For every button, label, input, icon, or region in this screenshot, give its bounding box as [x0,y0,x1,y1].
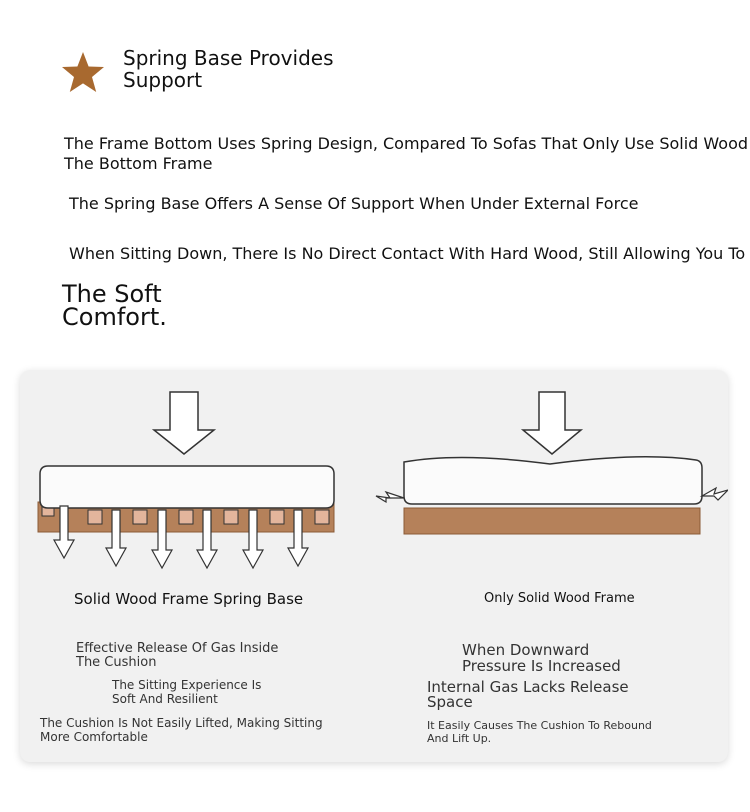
left-down-pressure-arrow [154,392,214,454]
right-cushion [404,457,702,504]
left-point-2-line-1: The Sitting Experience Is [112,678,262,692]
right-down-pressure-arrow [523,392,581,454]
left-point-2-line-2: Soft And Resilient [112,692,218,706]
right-caption: Only Solid Wood Frame [484,591,635,606]
right-point-1-line-1: When Downward [462,641,590,659]
intro-line-2: The Spring Base Offers A Sense Of Support When Under External Force [69,194,639,213]
comparison-diagram [20,370,728,580]
soft-comfort-line-1: The Soft [62,280,162,308]
left-point-1 [76,642,278,670]
soft-comfort-title [62,280,167,331]
left-cushion [40,466,334,508]
star-icon [60,50,106,94]
soft-comfort-line-2: Comfort. [62,303,167,331]
intro-line-1: The Frame Bottom Uses Spring Design, Compared To Sofas That Only Use Solid Wood [64,134,749,153]
left-caption: Solid Wood Frame Spring Base [74,590,304,608]
right-wood-frame [404,508,700,534]
intro-line-1-continued: The Bottom Frame [64,154,213,173]
right-point-1-line-2: Pressure Is Increased [462,657,621,675]
left-point-2 [112,678,261,706]
heading-line-1: Spring Base Provides [123,46,334,70]
section-heading [123,47,383,91]
right-point-2 [427,680,629,710]
right-point-3-line-1: It Easily Causes The Cushion To Rebound [427,719,652,732]
left-point-3 [40,716,323,744]
left-point-1-line-1: Effective Release Of Gas Inside [76,641,279,656]
left-point-3-line-1: The Cushion Is Not Easily Lifted, Making Sitting [40,716,323,730]
right-point-1 [462,642,621,674]
comparison-card [20,370,728,762]
intro-line-3: When Sitting Down, There Is No Direct Contact With Hard Wood, Still Allowing You To [69,244,746,263]
left-point-1-line-2: The Cushion [76,655,157,670]
right-point-2-line-2: Space [427,693,473,711]
heading-line-2: Support [123,68,203,92]
right-point-3-line-2: And Lift Up. [427,732,492,745]
left-point-3-line-2: More Comfortable [40,730,148,744]
right-point-3 [427,719,652,745]
right-point-2-line-1: Internal Gas Lacks Release [427,678,629,696]
